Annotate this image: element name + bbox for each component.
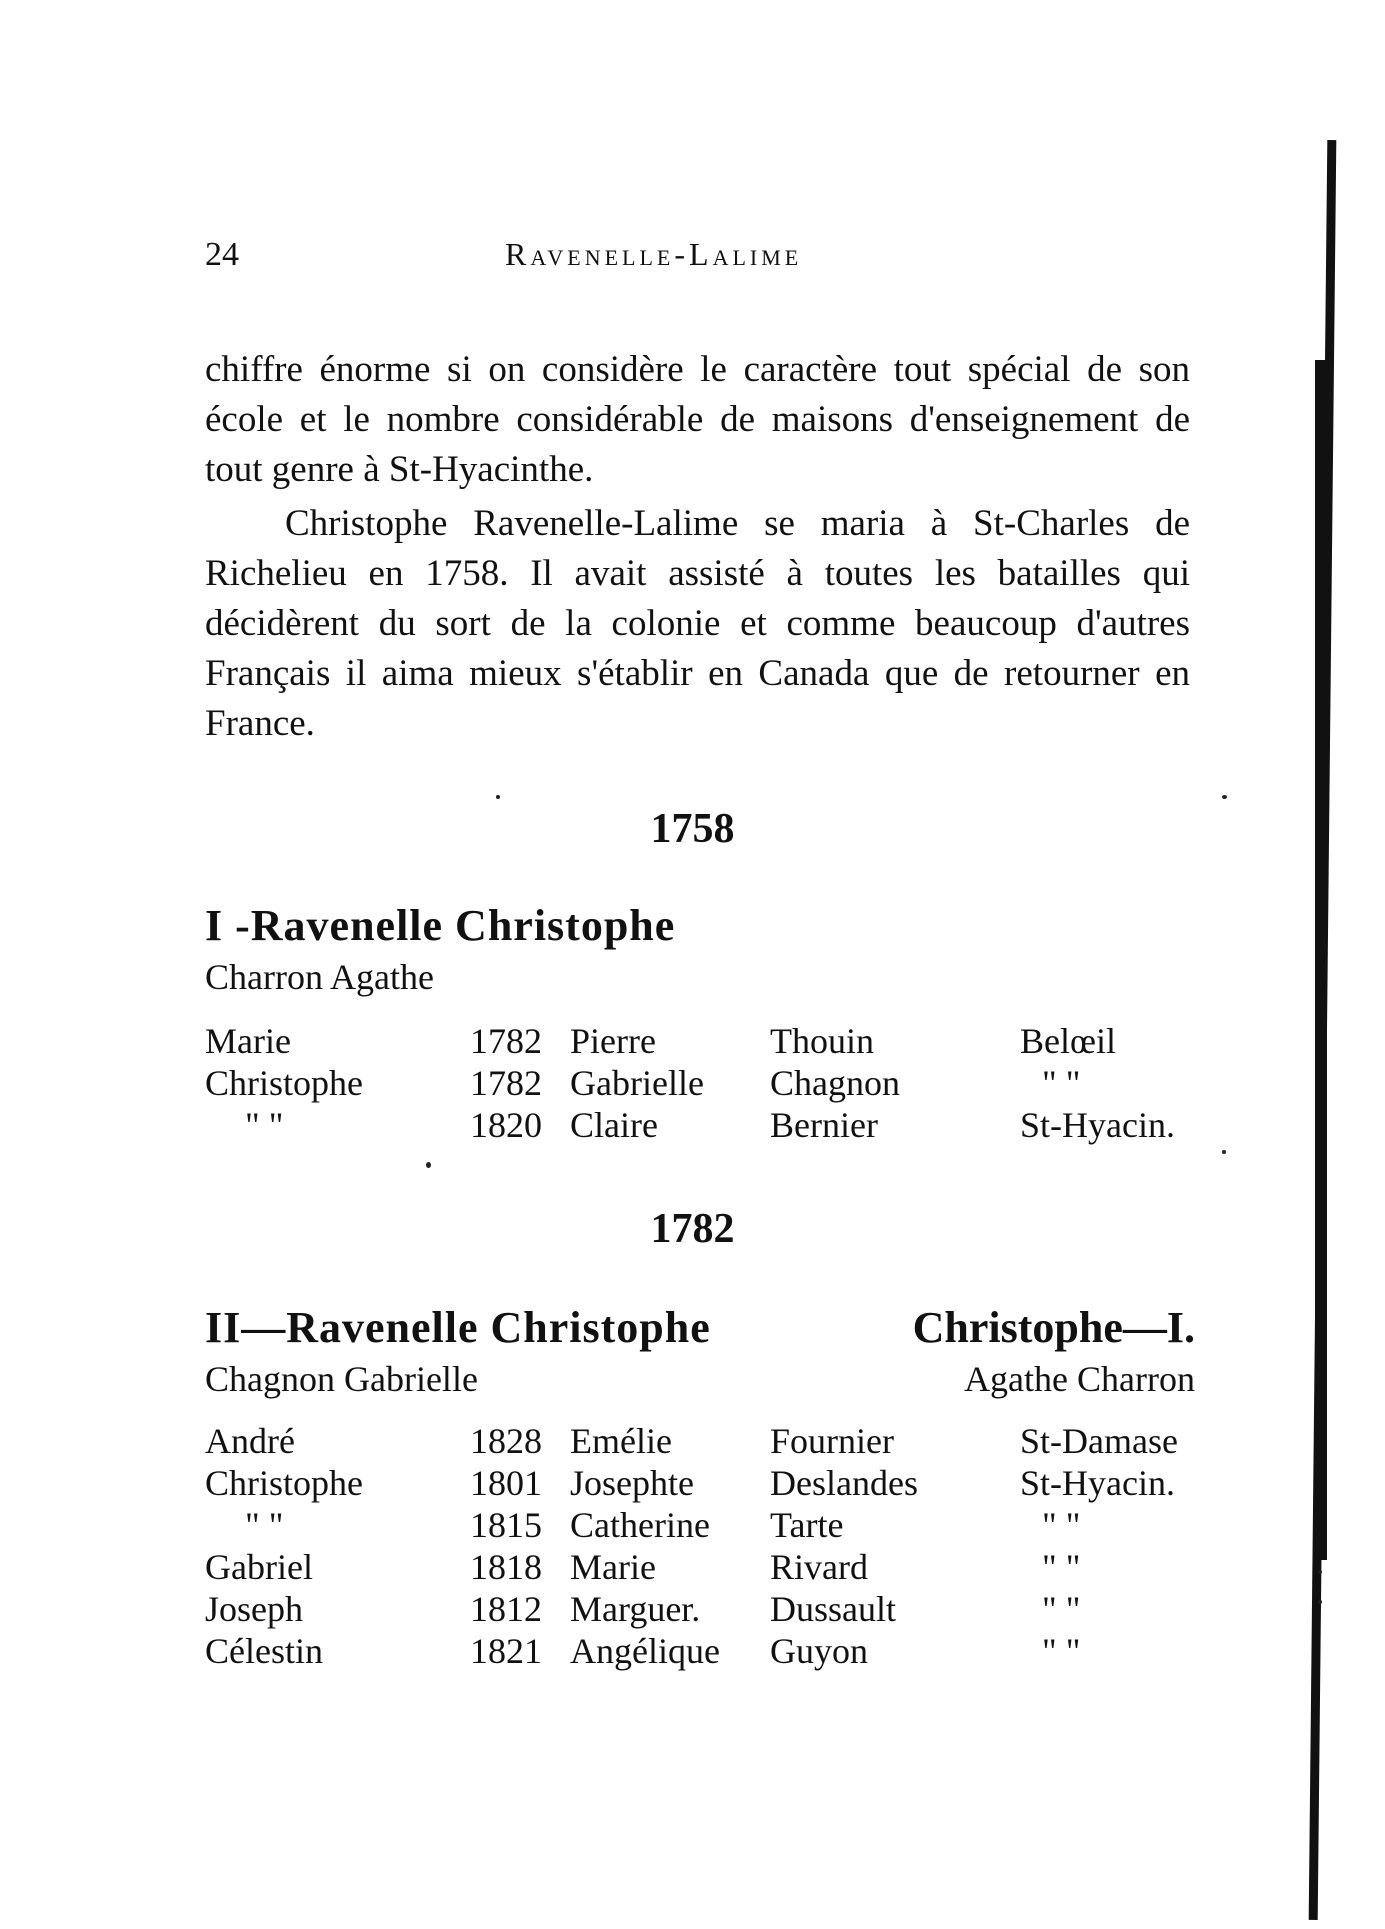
section-year: 1758 [650, 806, 735, 852]
spouse-first-name: Josephte [570, 1463, 694, 1503]
marriage-year: 1820 [470, 1105, 542, 1145]
table-row [205, 1462, 1252, 1504]
paragraph: Christophe Ravenelle-Lalime se maria à St-Charles de Richelieu en 1758. Il avait assisté à toutes les batailles qui décidèrent du sort de la colonie et comme beaucoup d'autres Français il aima mieux s'établir en Canada que de retourner en France. [205, 503, 1190, 744]
marriage-year: 1801 [470, 1463, 542, 1503]
section-year: 1782 [650, 1206, 735, 1252]
marriage-year: 1821 [470, 1631, 542, 1671]
parish: " " [1042, 1631, 1081, 1671]
marriage-year: 1812 [470, 1589, 542, 1629]
table-row [205, 1546, 1252, 1588]
marriage-year: 1782 [470, 1063, 542, 1103]
table-row [205, 1630, 1252, 1672]
spouse-first-name: Angélique [570, 1631, 720, 1671]
spouse-name: Charron Agathe [205, 957, 434, 997]
spouse-last-name: Tarte [770, 1505, 844, 1545]
child-name: " " [245, 1105, 284, 1145]
scan-speck [1318, 1570, 1322, 1574]
body-text [205, 345, 1190, 749]
parent-spouse: Agathe Charron [964, 1359, 1195, 1399]
child-name: Marie [205, 1021, 291, 1061]
spouse-first-name: Marie [570, 1547, 656, 1587]
scan-speck [1222, 795, 1227, 799]
parish: " " [1042, 1589, 1081, 1629]
scan-speck [1222, 1150, 1226, 1154]
spouse-first-name: Catherine [570, 1505, 710, 1545]
table-row [205, 1588, 1252, 1630]
parish: St-Hyacin. [1020, 1463, 1175, 1503]
generation-heading: II—Ravenelle Christophe [205, 1303, 711, 1352]
scan-speck [496, 795, 500, 799]
spouse-first-name: Claire [570, 1105, 658, 1145]
spouse-first-name: Gabrielle [570, 1063, 704, 1103]
spouse-last-name: Bernier [770, 1105, 878, 1145]
children-table [205, 1420, 1252, 1672]
scan-edge-thick [1315, 360, 1327, 1560]
table-row [205, 1504, 1252, 1546]
marriage-year: 1828 [470, 1421, 542, 1461]
spouse-first-name: Marguer. [570, 1589, 701, 1629]
page-header [205, 236, 1195, 286]
spouse-last-name: Dussault [770, 1589, 896, 1629]
child-name: Christophe [205, 1463, 363, 1503]
table-row [205, 1420, 1252, 1462]
spouse-last-name: Guyon [770, 1631, 868, 1671]
table-row [205, 1020, 1252, 1062]
page-number: 24 [205, 236, 239, 273]
parish: Belœil [1020, 1021, 1116, 1061]
parish: St-Damase [1020, 1421, 1178, 1461]
scan-speck [426, 1162, 431, 1168]
spouse-last-name: Rivard [770, 1547, 868, 1587]
marriage-year: 1815 [470, 1505, 542, 1545]
child-name: André [205, 1421, 295, 1461]
parish: St-Hyacin. [1020, 1105, 1175, 1145]
parish: " " [1042, 1547, 1081, 1587]
table-row [205, 1104, 1252, 1146]
spouse-last-name: Thouin [770, 1021, 874, 1061]
spouse-last-name: Deslandes [770, 1463, 918, 1503]
table-row [205, 1062, 1252, 1104]
spouse-first-name: Emélie [570, 1421, 672, 1461]
marriage-year: 1818 [470, 1547, 542, 1587]
child-name: Christophe [205, 1063, 363, 1103]
spouse-last-name: Fournier [770, 1421, 894, 1461]
paragraph: chiffre énorme si on considère le caractère tout spécial de son école et le nombre considérable de maisons d'enseignement de tout genre à St-Hyacinthe. [205, 349, 1190, 490]
child-name: Joseph [205, 1589, 303, 1629]
running-title: Ravenelle-Lalime [505, 236, 803, 272]
marriage-year: 1782 [470, 1021, 542, 1061]
scan-speck [1318, 1600, 1322, 1604]
spouse-last-name: Chagnon [770, 1063, 900, 1103]
children-table [205, 1020, 1252, 1146]
spouse-name: Chagnon Gabrielle [205, 1359, 478, 1399]
parent-reference: Christophe—I. [912, 1303, 1195, 1352]
parish: " " [1042, 1505, 1081, 1545]
generation-heading: I -Ravenelle Christophe [205, 901, 676, 950]
parish: " " [1042, 1063, 1081, 1103]
spouse-first-name: Pierre [570, 1021, 656, 1061]
child-name: Célestin [205, 1631, 323, 1671]
child-name: Gabriel [205, 1547, 313, 1587]
child-name: " " [245, 1505, 284, 1545]
